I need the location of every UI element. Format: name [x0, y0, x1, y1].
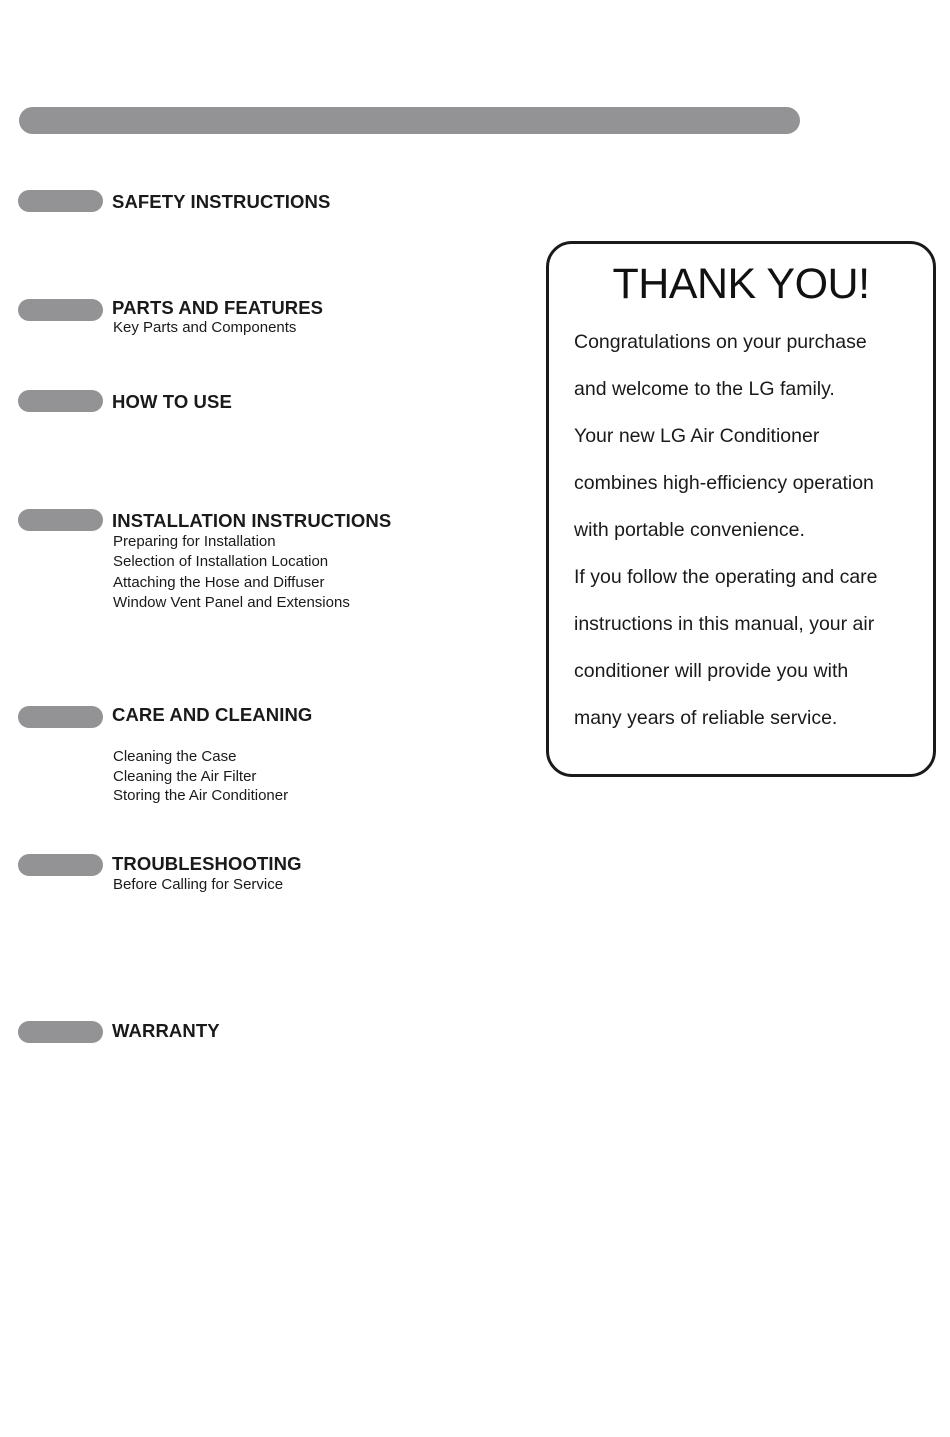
thank-you-line: instructions in this manual, your air [574, 613, 875, 635]
toc-title-installation[interactable]: INSTALLATION INSTRUCTIONS [112, 510, 392, 531]
toc-item-preparing[interactable]: Preparing for Installation [113, 533, 276, 550]
section-marker-safety [18, 190, 103, 212]
toc-item-location[interactable]: Selection of Installation Location [113, 553, 329, 570]
toc-title-care[interactable]: CARE AND CLEANING [112, 704, 313, 725]
section-marker-how-to-use [18, 390, 103, 412]
thank-you-line: Congratulations on your purchase [574, 331, 867, 353]
header-bar [19, 107, 800, 134]
toc-item-storing[interactable]: Storing the Air Conditioner [113, 787, 289, 804]
toc-title-troubleshooting[interactable]: TROUBLESHOOTING [112, 853, 302, 874]
section-marker-warranty [18, 1021, 103, 1043]
toc-item-before-calling[interactable]: Before Calling for Service [113, 876, 284, 893]
thank-you-line: conditioner will provide you with [574, 660, 849, 682]
thank-you-title: THANK YOU! [612, 260, 870, 308]
section-marker-care [18, 706, 103, 728]
thank-you-line: If you follow the operating and care [574, 566, 878, 588]
section-marker-installation [18, 509, 103, 531]
thank-you-box [546, 241, 936, 777]
thank-you-line: and welcome to the LG family. [574, 378, 835, 400]
thank-you-line: with portable convenience. [574, 519, 805, 541]
thank-you-line: many years of reliable service. [574, 707, 838, 729]
toc-title-parts[interactable]: PARTS AND FEATURES [112, 297, 324, 318]
toc-item-hose[interactable]: Attaching the Hose and Diffuser [113, 574, 325, 591]
toc-item-window-vent[interactable]: Window Vent Panel and Extensions [113, 594, 350, 611]
section-marker-troubleshooting [18, 854, 103, 876]
toc-title-safety[interactable]: SAFETY INSTRUCTIONS [112, 191, 331, 212]
thank-you-line: Your new LG Air Conditioner [574, 425, 820, 447]
toc-item-key-parts[interactable]: Key Parts and Components [113, 319, 297, 336]
thank-you-line: combines high-efficiency operation [574, 472, 874, 494]
toc-item-cleaning-case[interactable]: Cleaning the Case [113, 748, 237, 765]
toc-title-how-to-use[interactable]: HOW TO USE [112, 391, 232, 412]
section-marker-parts [18, 299, 103, 321]
toc-item-air-filter[interactable]: Cleaning the Air Filter [113, 768, 257, 785]
toc-title-warranty[interactable]: WARRANTY [112, 1020, 220, 1041]
